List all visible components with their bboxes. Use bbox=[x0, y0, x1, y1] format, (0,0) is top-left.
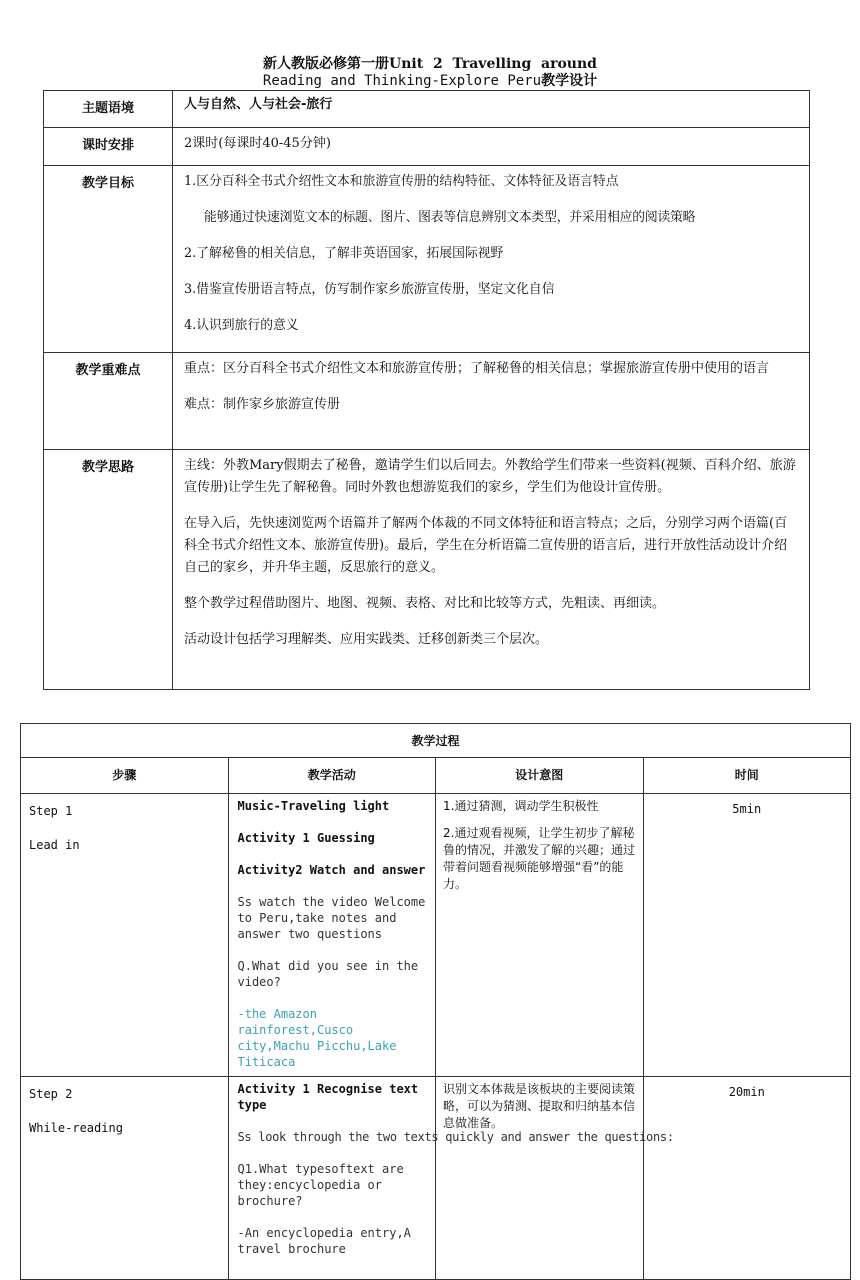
step-cell bbox=[21, 1077, 229, 1280]
goal-item: 1.区分百科全书式介绍性文本和旅游宣传册的结构特征、文体特征及语言特点 bbox=[184, 174, 619, 189]
intent-cell bbox=[436, 1077, 644, 1280]
thinking-item: 活动设计包括学习理解类、应用实践类、迁移创新类三个层次。 bbox=[184, 632, 549, 647]
activity-line: Activity 1 Guessing bbox=[237, 831, 375, 845]
thinking-cell bbox=[173, 450, 810, 690]
goals-cell bbox=[173, 166, 810, 353]
process-header-row bbox=[21, 758, 851, 794]
thinking-item: 在导入后，先快速浏览两个语篇并了解两个体裁的不同文体特征和语言特点；之后，分别学习两个语篇(百科全书式介绍性文本、旅游宣传册)。最后，学生在分析语篇二宣传册的语言后，进行开放性活动设计介绍自己的家乡，并升华主题，反思旅行的意义。 bbox=[184, 516, 788, 575]
schedule-label: 课时安排 bbox=[44, 128, 173, 166]
goal-item: 3.借鉴宣传册语言特点，仿写制作家乡旅游宣传册，坚定文化自信 bbox=[184, 282, 555, 297]
goal-item: 能够通过快速浏览文本的标题、图片、图表等信息辨别文本类型，并采用相应的阅读策略 bbox=[204, 210, 696, 225]
thinking-row bbox=[44, 450, 810, 690]
title-cn: 新人教版必修第一册 bbox=[263, 56, 390, 72]
step-stage: While-reading bbox=[29, 1121, 123, 1135]
intent-cell bbox=[436, 794, 644, 1077]
process-title: 教学过程 bbox=[21, 724, 851, 758]
thinking-item: 整个教学过程借助图片、地图、视频、表格、对比和比较等方式，先粗读、再细读。 bbox=[184, 596, 666, 611]
theme-value: 人与自然、人与社会-旅行 bbox=[173, 91, 810, 128]
intent-line: 2.通过观看视频，让学生初步了解秘鲁的情况，并激发了解的兴趣；通过带着问题看视频能够增强“看”的能力。 bbox=[443, 826, 636, 891]
process-title-row bbox=[21, 724, 851, 758]
thinking-label: 教学思路 bbox=[44, 450, 173, 690]
activity-cell bbox=[228, 794, 436, 1077]
activity-line: Activity2 Watch and answer bbox=[237, 863, 426, 877]
subtitle-cn: 教学设计 bbox=[541, 73, 598, 89]
intent-line: 1.通过猜测，调动学生积极性 bbox=[443, 799, 599, 813]
goals-label: 教学目标 bbox=[44, 166, 173, 353]
keypoints-label: 教学重难点 bbox=[44, 353, 173, 450]
process-row-step1 bbox=[21, 794, 851, 1077]
subtitle-en: Reading and Thinking-Explore Peru bbox=[262, 73, 542, 89]
activity-answer: -the Amazon rainforest,Cusco city,Machu Picchu,Lake Titicaca bbox=[237, 1007, 397, 1069]
process-table bbox=[20, 723, 851, 1280]
time-cell: 20min bbox=[643, 1077, 851, 1280]
document-subtitle bbox=[0, 70, 860, 90]
title-unit: Unit 2 Travelling around bbox=[389, 56, 597, 72]
overview-table bbox=[43, 90, 810, 690]
keypoints-cell bbox=[173, 353, 810, 450]
step-number: Step 2 bbox=[29, 1087, 73, 1101]
col-intent-header: 设计意图 bbox=[436, 758, 644, 794]
activity-line: -An encyclopedia entry,A travel brochure bbox=[237, 1226, 411, 1256]
schedule-row bbox=[44, 128, 810, 166]
schedule-value: 2课时(每课时40-45分钟) bbox=[173, 128, 810, 166]
keypoints-row bbox=[44, 353, 810, 450]
goal-item: 4.认识到旅行的意义 bbox=[184, 318, 299, 333]
step-cell bbox=[21, 794, 229, 1077]
activity-line: Ss look through the two texts quickly and answer the questions: bbox=[237, 1130, 674, 1144]
step-number: Step 1 bbox=[29, 804, 73, 818]
col-step-header: 步骤 bbox=[21, 758, 229, 794]
activity-line: Ss watch the video Welcome to Peru,take notes and answer two questions bbox=[237, 895, 426, 941]
activity-line: Activity 1 Recognise text type bbox=[237, 1082, 419, 1112]
col-time-header: 时间 bbox=[643, 758, 851, 794]
activity-line: Music-Traveling light bbox=[237, 799, 390, 813]
theme-row bbox=[44, 91, 810, 128]
goal-item: 2.了解秘鲁的相关信息，了解非英语国家，拓展国际视野 bbox=[184, 246, 504, 261]
activity-line: Q.What did you see in the video? bbox=[237, 959, 419, 989]
time-cell: 5min bbox=[643, 794, 851, 1077]
theme-label: 主题语境 bbox=[44, 91, 173, 128]
keypoint-item: 重点：区分百科全书式介绍性文本和旅游宣传册；了解秘鲁的相关信息；掌握旅游宣传册中使用的语言 bbox=[184, 361, 770, 376]
goals-row bbox=[44, 166, 810, 353]
col-activity-header: 教学活动 bbox=[228, 758, 436, 794]
keypoint-item: 难点：制作家乡旅游宣传册 bbox=[184, 397, 341, 412]
intent-line: 识别文本体裁是该板块的主要阅读策略，可以为猜测、提取和归纳基本信息做准备。 bbox=[443, 1082, 636, 1130]
thinking-item: 主线：外教Mary假期去了秘鲁，邀请学生们以后同去。外教给学生们带来一些资料(视频、百科介绍、旅游宣传册)让学生先了解秘鲁。同时外教也想游览我们的家乡，学生们为他设计宣传册。 bbox=[184, 458, 796, 495]
step-stage: Lead in bbox=[29, 838, 80, 852]
activity-line: Q1.What typesoftext are they:encyclopedia or brochure? bbox=[237, 1162, 404, 1208]
process-row-step2 bbox=[21, 1077, 851, 1280]
